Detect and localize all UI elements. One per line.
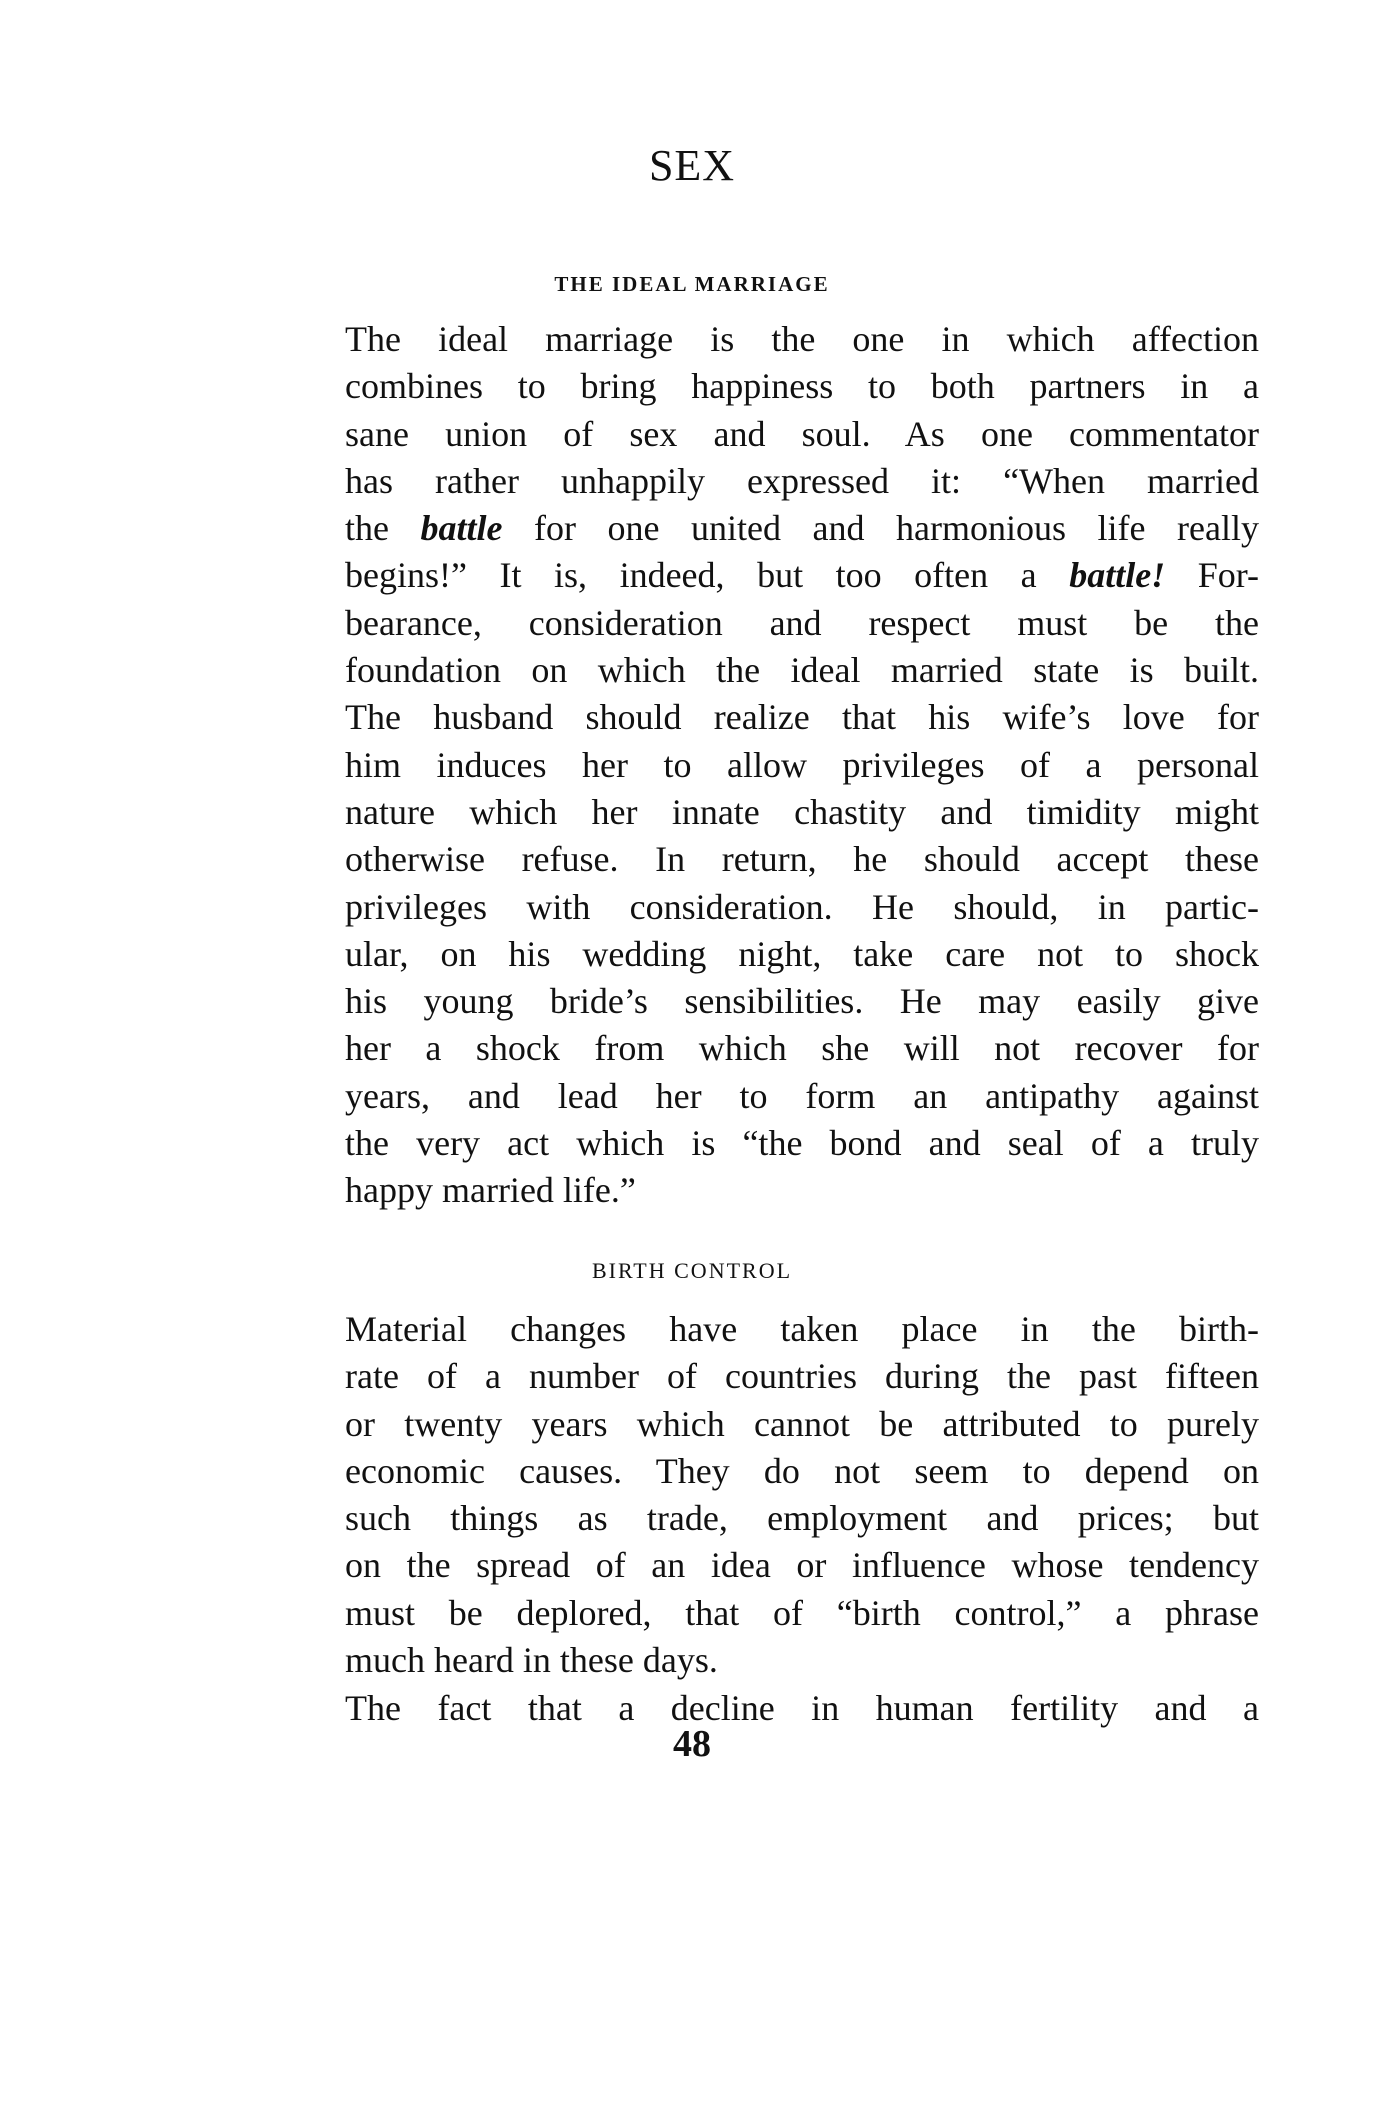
text-line xyxy=(345,1637,1259,1684)
italic-text: battle! xyxy=(1069,555,1166,596)
text-segment: years, and lead her to form an antipathy against xyxy=(345,1075,1259,1116)
text-segment: bearance, consideration and respect must be the xyxy=(345,602,1259,643)
text-line xyxy=(345,552,1259,599)
text-line xyxy=(345,411,1259,458)
text-segment: The fact that a decline in human fertility and a xyxy=(345,1688,1259,1728)
text-line xyxy=(345,1448,1259,1495)
text-line xyxy=(345,316,1259,363)
text-segment: happy married life.” xyxy=(345,1170,636,1211)
text-segment: must be deplored, that of “birth control,” a phrase xyxy=(345,1592,1259,1633)
text-segment: him induces her to allow privileges of a personal xyxy=(345,744,1259,785)
text-line xyxy=(345,978,1259,1025)
text-segment: nature which her innate chastity and timidity might xyxy=(345,791,1259,832)
text-line xyxy=(345,458,1259,505)
text-segment: her a shock from which she will not recover for xyxy=(345,1028,1259,1069)
text-segment: combines to bring happiness to both partners in a xyxy=(345,366,1259,407)
text-segment: For- xyxy=(1165,555,1260,596)
text-line xyxy=(345,1353,1259,1400)
text-line xyxy=(345,600,1259,647)
text-segment: economic causes. They do not seem to depend on xyxy=(345,1450,1259,1491)
text-segment: the xyxy=(345,508,421,549)
text-segment: for one united and harmonious life really xyxy=(502,508,1259,549)
text-line xyxy=(345,694,1259,741)
text-segment: has rather unhappily expressed it: “When married xyxy=(345,460,1259,501)
section-heading-birth-control: BIRTH CONTROL xyxy=(591,1258,793,1283)
page-number: 48 xyxy=(673,1723,711,1765)
text-segment: begins!” It is, indeed, but too often a xyxy=(345,555,1070,596)
text-segment: The ideal marriage is the one in which affection xyxy=(345,319,1259,359)
text-segment: on the spread of an idea or influence whose tendency xyxy=(345,1545,1259,1586)
text-segment: much heard in these days. xyxy=(345,1640,718,1681)
text-line xyxy=(345,1495,1259,1542)
paragraph xyxy=(345,1306,1259,1684)
text-line xyxy=(345,1590,1259,1637)
text-line xyxy=(345,1120,1259,1167)
text-segment: The husband should realize that his wife’s love for xyxy=(345,697,1259,738)
text-line xyxy=(345,1306,1259,1353)
text-line xyxy=(345,1025,1259,1072)
text-segment: foundation on which the ideal married state is built. xyxy=(345,650,1259,691)
text-line xyxy=(345,363,1259,410)
text-line xyxy=(345,931,1259,978)
text-line xyxy=(345,836,1259,883)
text-line xyxy=(345,1401,1259,1448)
text-line xyxy=(345,789,1259,836)
running-head: SEX xyxy=(648,141,736,190)
text-line xyxy=(345,505,1259,552)
text-segment: ular, on his wedding night, take care not to shock xyxy=(345,933,1259,974)
text-segment: Material changes have taken place in the birth- xyxy=(345,1309,1259,1349)
text-segment: the very act which is “the bond and seal of a truly xyxy=(345,1123,1259,1164)
text-segment: his young bride’s sensibilities. He may easily give xyxy=(345,981,1259,1022)
text-line xyxy=(345,647,1259,694)
text-segment: such things as trade, employment and prices; but xyxy=(345,1498,1259,1539)
text-segment: privileges with consideration. He should, in partic- xyxy=(345,886,1259,927)
section-heading-ideal-marriage: THE IDEAL MARRIAGE xyxy=(554,272,830,296)
text-segment: rate of a number of countries during the past fifteen xyxy=(345,1356,1259,1397)
text-line xyxy=(345,1167,1259,1214)
paragraph xyxy=(345,316,1259,1215)
text-line xyxy=(345,884,1259,931)
italic-text: battle xyxy=(420,508,503,549)
text-segment: otherwise refuse. In return, he should accept these xyxy=(345,839,1259,880)
text-line xyxy=(345,1542,1259,1589)
text-segment: sane union of sex and soul. As one commentator xyxy=(345,413,1259,454)
text-segment: or twenty years which cannot be attributed to purely xyxy=(345,1403,1259,1444)
text-line xyxy=(345,1073,1259,1120)
text-line xyxy=(345,742,1259,789)
